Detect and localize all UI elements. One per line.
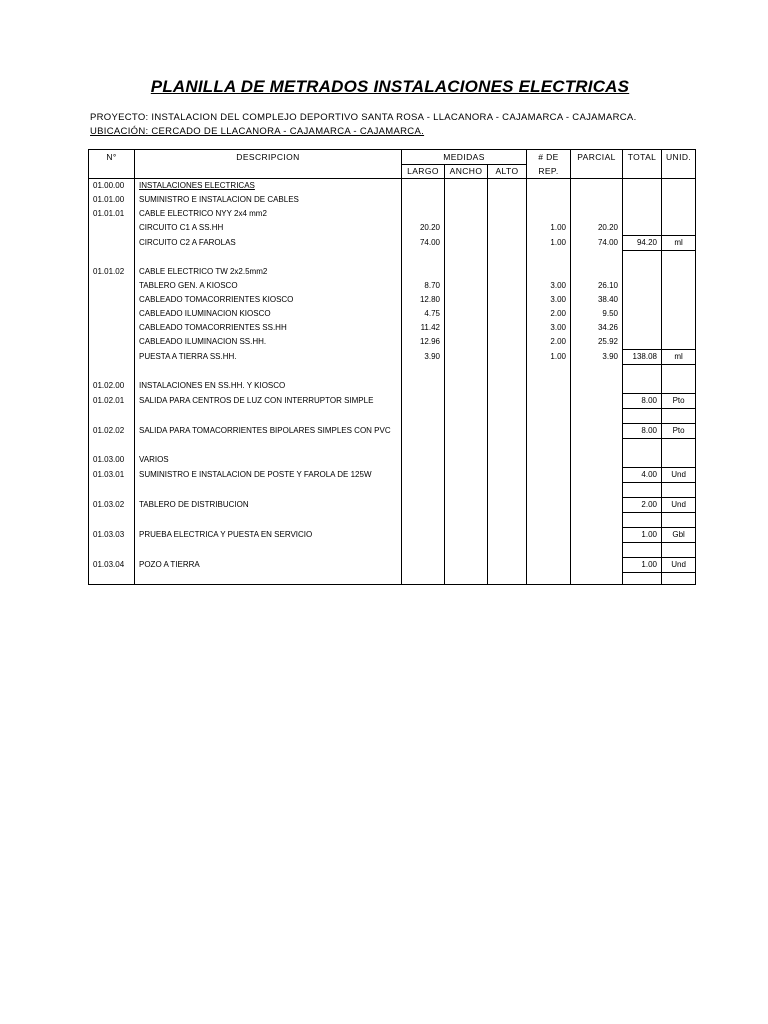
cell-ancho — [445, 498, 488, 513]
cell-largo: 12.80 — [402, 293, 445, 307]
cell-rep: 1.00 — [527, 221, 571, 236]
cell-total: 4.00 — [623, 468, 662, 483]
cell-unid: Pto — [662, 424, 696, 439]
cell-descripcion — [135, 483, 402, 498]
table-row — [89, 307, 696, 321]
cell-unid-empty — [662, 573, 696, 585]
cell-ancho — [445, 379, 488, 394]
cell-unid — [662, 379, 696, 394]
cell-descripcion: TABLERO GEN. A KIOSCO — [135, 279, 402, 293]
cell-parcial — [571, 453, 623, 468]
cell-total: 1.00 — [623, 528, 662, 543]
project-line: PROYECTO: INSTALACION DEL COMPLEJO DEPORTIVO SANTA ROSA - LLACANORA - CAJAMARCA - CAJAMARCA. — [90, 112, 637, 123]
cell-ancho — [445, 221, 488, 236]
cell-parcial: 20.20 — [571, 221, 623, 236]
cell-parcial — [571, 379, 623, 394]
cell-total — [623, 513, 662, 528]
cell-rep: 3.00 — [527, 293, 571, 307]
cell-largo — [402, 379, 445, 394]
cell-ancho-empty — [445, 573, 488, 585]
table-row — [89, 483, 696, 498]
cell-rep: 3.00 — [527, 279, 571, 293]
cell-alto — [488, 379, 527, 394]
cell-total — [623, 207, 662, 221]
cell-descripcion: CABLEADO ILUMINACION KIOSCO — [135, 307, 402, 321]
cell-parcial — [571, 179, 623, 194]
cell-largo — [402, 558, 445, 573]
cell-descripcion: CABLE ELECTRICO TW 2x2.5mm2 — [135, 265, 402, 279]
cell-alto — [488, 365, 527, 380]
table-row — [89, 453, 696, 468]
cell-ancho — [445, 483, 488, 498]
cell-rep — [527, 265, 571, 279]
cell-parcial — [571, 193, 623, 207]
cell-n — [89, 513, 135, 528]
cell-alto — [488, 307, 527, 321]
table-row — [89, 207, 696, 221]
cell-n — [89, 365, 135, 380]
cell-descripcion: TABLERO DE DISTRIBUCION — [135, 498, 402, 513]
cell-ancho — [445, 394, 488, 409]
cell-parcial — [571, 483, 623, 498]
cell-n: 01.03.02 — [89, 498, 135, 513]
cell-parcial — [571, 468, 623, 483]
cell-rep — [527, 453, 571, 468]
cell-total — [623, 365, 662, 380]
cell-descripcion: CABLE ELECTRICO NYY 2x4 mm2 — [135, 207, 402, 221]
cell-n — [89, 321, 135, 335]
cell-parcial: 26.10 — [571, 279, 623, 293]
cell-alto — [488, 251, 527, 266]
cell-largo: 4.75 — [402, 307, 445, 321]
cell-largo: 74.00 — [402, 236, 445, 251]
cell-rep — [527, 193, 571, 207]
table-row — [89, 513, 696, 528]
cell-alto — [488, 483, 527, 498]
cell-n: 01.03.03 — [89, 528, 135, 543]
cell-unid — [662, 265, 696, 279]
cell-descripcion: SALIDA PARA CENTROS DE LUZ CON INTERRUPTOR SIMPLE — [135, 394, 402, 409]
cell-largo — [402, 179, 445, 194]
table-row — [89, 321, 696, 335]
cell-rep — [527, 251, 571, 266]
cell-descripcion: CIRCUITO C1 A SS.HH — [135, 221, 402, 236]
cell-total — [623, 335, 662, 350]
cell-total — [623, 193, 662, 207]
cell-alto — [488, 513, 527, 528]
cell-n: 01.02.00 — [89, 379, 135, 394]
cell-ancho — [445, 543, 488, 558]
header-n: N° — [89, 150, 135, 179]
cell-n — [89, 293, 135, 307]
cell-ancho — [445, 409, 488, 424]
cell-alto — [488, 424, 527, 439]
cell-n: 01.01.01 — [89, 207, 135, 221]
table-row — [89, 439, 696, 454]
cell-parcial — [571, 424, 623, 439]
cell-total — [623, 307, 662, 321]
table-row — [89, 379, 696, 394]
cell-largo — [402, 251, 445, 266]
cell-unid — [662, 409, 696, 424]
cell-rep — [527, 468, 571, 483]
cell-rep — [527, 498, 571, 513]
table-row — [89, 543, 696, 558]
cell-parcial: 3.90 — [571, 350, 623, 365]
table-row — [89, 394, 696, 409]
cell-rep: 1.00 — [527, 350, 571, 365]
cell-descripcion — [135, 439, 402, 454]
cell-alto — [488, 179, 527, 194]
header-parcial: PARCIAL — [571, 150, 623, 179]
cell-n — [89, 251, 135, 266]
cell-rep: 2.00 — [527, 335, 571, 350]
cell-n: 01.01.00 — [89, 193, 135, 207]
cell-total — [623, 453, 662, 468]
cell-descripcion: VARIOS — [135, 453, 402, 468]
table-closing-row — [89, 573, 696, 585]
cell-unid — [662, 543, 696, 558]
cell-alto — [488, 409, 527, 424]
cell-parcial — [571, 394, 623, 409]
cell-n — [89, 221, 135, 236]
header-ancho: ANCHO — [445, 165, 488, 179]
header-total: TOTAL — [623, 150, 662, 179]
cell-rep — [527, 543, 571, 558]
cell-alto-empty — [488, 573, 527, 585]
table-row — [89, 265, 696, 279]
cell-rep — [527, 379, 571, 394]
cell-ancho — [445, 293, 488, 307]
cell-total — [623, 321, 662, 335]
cell-total: 2.00 — [623, 498, 662, 513]
cell-descripcion: POZO A TIERRA — [135, 558, 402, 573]
cell-unid: Und — [662, 558, 696, 573]
cell-total — [623, 221, 662, 236]
table-row — [89, 498, 696, 513]
cell-largo-empty — [402, 573, 445, 585]
cell-alto — [488, 394, 527, 409]
cell-unid — [662, 207, 696, 221]
cell-unid — [662, 439, 696, 454]
table-row — [89, 179, 696, 194]
cell-ancho — [445, 179, 488, 194]
cell-unid: ml — [662, 350, 696, 365]
cell-largo — [402, 498, 445, 513]
table-header-row — [89, 150, 696, 165]
cell-largo — [402, 409, 445, 424]
cell-n: 01.00.00 — [89, 179, 135, 194]
cell-total: 8.00 — [623, 394, 662, 409]
cell-ancho — [445, 468, 488, 483]
cell-n — [89, 543, 135, 558]
cell-unid — [662, 365, 696, 380]
cell-alto — [488, 350, 527, 365]
cell-rep: 3.00 — [527, 321, 571, 335]
cell-parcial — [571, 265, 623, 279]
cell-rep — [527, 394, 571, 409]
cell-largo — [402, 483, 445, 498]
cell-ancho — [445, 321, 488, 335]
cell-unid — [662, 335, 696, 350]
cell-alto — [488, 279, 527, 293]
cell-ancho — [445, 236, 488, 251]
header-rep: REP. — [527, 165, 571, 179]
cell-unid: Und — [662, 468, 696, 483]
table-row — [89, 424, 696, 439]
cell-n: 01.03.01 — [89, 468, 135, 483]
location-line: UBICACIÓN: CERCADO DE LLACANORA - CAJAMARCA - CAJAMARCA. — [90, 126, 425, 137]
cell-descripcion — [135, 409, 402, 424]
cell-n — [89, 335, 135, 350]
cell-n-empty — [89, 573, 135, 585]
cell-rep — [527, 483, 571, 498]
cell-ancho — [445, 265, 488, 279]
cell-parcial: 25.92 — [571, 335, 623, 350]
cell-n: 01.02.02 — [89, 424, 135, 439]
cell-rep — [527, 365, 571, 380]
cell-unid — [662, 193, 696, 207]
cell-alto — [488, 207, 527, 221]
cell-total — [623, 483, 662, 498]
cell-total — [623, 439, 662, 454]
cell-total: 8.00 — [623, 424, 662, 439]
cell-unid — [662, 483, 696, 498]
cell-alto — [488, 221, 527, 236]
cell-descripcion — [135, 365, 402, 380]
cell-descripcion: SUMINISTRO E INSTALACION DE CABLES — [135, 193, 402, 207]
header-unid: UNID. — [662, 150, 696, 179]
cell-unid — [662, 513, 696, 528]
cell-unid — [662, 251, 696, 266]
cell-largo — [402, 394, 445, 409]
cell-n — [89, 350, 135, 365]
cell-ancho — [445, 350, 488, 365]
cell-total-empty — [623, 573, 662, 585]
cell-ancho — [445, 193, 488, 207]
cell-rep — [527, 179, 571, 194]
header-alto: ALTO — [488, 165, 527, 179]
cell-parcial: 9.50 — [571, 307, 623, 321]
cell-alto — [488, 321, 527, 335]
cell-largo — [402, 265, 445, 279]
cell-n — [89, 236, 135, 251]
cell-n — [89, 409, 135, 424]
cell-parcial — [571, 409, 623, 424]
cell-total — [623, 251, 662, 266]
cell-descripcion: SALIDA PARA TOMACORRIENTES BIPOLARES SIMPLES CON PVC — [135, 424, 402, 439]
cell-total: 1.00 — [623, 558, 662, 573]
cell-n — [89, 439, 135, 454]
cell-alto — [488, 293, 527, 307]
cell-largo: 8.70 — [402, 279, 445, 293]
cell-alto — [488, 543, 527, 558]
cell-unid: Gbl — [662, 528, 696, 543]
cell-rep: 1.00 — [527, 236, 571, 251]
cell-n: 01.02.01 — [89, 394, 135, 409]
cell-parcial — [571, 498, 623, 513]
cell-ancho — [445, 528, 488, 543]
cell-rep-empty — [527, 573, 571, 585]
cell-total: 138.08 — [623, 350, 662, 365]
table-row — [89, 193, 696, 207]
cell-ancho — [445, 424, 488, 439]
cell-alto — [488, 498, 527, 513]
cell-descripcion: INSTALACIONES ELECTRICAS — [135, 179, 402, 194]
cell-unid — [662, 221, 696, 236]
cell-ancho — [445, 251, 488, 266]
table-row — [89, 528, 696, 543]
cell-ancho — [445, 365, 488, 380]
cell-total — [623, 265, 662, 279]
cell-alto — [488, 439, 527, 454]
cell-largo — [402, 439, 445, 454]
cell-largo: 20.20 — [402, 221, 445, 236]
page-title: PLANILLA DE METRADOS INSTALACIONES ELECTRICAS — [150, 77, 630, 96]
table-row — [89, 409, 696, 424]
cell-alto — [488, 453, 527, 468]
cell-parcial — [571, 365, 623, 380]
cell-unid — [662, 453, 696, 468]
cell-descripcion: SUMINISTRO E INSTALACION DE POSTE Y FAROLA DE 125W — [135, 468, 402, 483]
cell-n — [89, 307, 135, 321]
cell-n: 01.03.04 — [89, 558, 135, 573]
cell-ancho — [445, 307, 488, 321]
cell-total — [623, 293, 662, 307]
cell-largo — [402, 513, 445, 528]
cell-descripcion: CABLEADO TOMACORRIENTES KIOSCO — [135, 293, 402, 307]
cell-total — [623, 409, 662, 424]
cell-total — [623, 179, 662, 194]
table-row — [89, 279, 696, 293]
cell-alto — [488, 265, 527, 279]
cell-rep — [527, 409, 571, 424]
cell-ancho — [445, 558, 488, 573]
cell-unid — [662, 307, 696, 321]
cell-total: 94.20 — [623, 236, 662, 251]
cell-descripcion: PUESTA A TIERRA SS.HH. — [135, 350, 402, 365]
cell-alto — [488, 335, 527, 350]
cell-largo — [402, 193, 445, 207]
cell-descripcion-empty — [135, 573, 402, 585]
cell-largo — [402, 468, 445, 483]
cell-descripcion: CIRCUITO C2 A FAROLAS — [135, 236, 402, 251]
header-nde: # DE — [527, 150, 571, 165]
cell-rep — [527, 439, 571, 454]
cell-ancho — [445, 335, 488, 350]
table-row — [89, 221, 696, 236]
cell-parcial — [571, 513, 623, 528]
cell-parcial — [571, 207, 623, 221]
cell-unid — [662, 293, 696, 307]
cell-parcial: 74.00 — [571, 236, 623, 251]
cell-ancho — [445, 279, 488, 293]
header-medidas: MEDIDAS — [402, 150, 527, 165]
cell-rep — [527, 528, 571, 543]
cell-parcial — [571, 543, 623, 558]
cell-descripcion — [135, 251, 402, 266]
cell-largo — [402, 453, 445, 468]
table-row — [89, 293, 696, 307]
cell-unid: ml — [662, 236, 696, 251]
cell-largo — [402, 365, 445, 380]
table-row — [89, 468, 696, 483]
table-row — [89, 236, 696, 251]
cell-ancho — [445, 207, 488, 221]
table-row — [89, 365, 696, 380]
cell-alto — [488, 468, 527, 483]
cell-unid: Pto — [662, 394, 696, 409]
table-body — [89, 179, 696, 585]
cell-parcial — [571, 439, 623, 454]
cell-ancho — [445, 439, 488, 454]
cell-parcial — [571, 558, 623, 573]
cell-unid — [662, 179, 696, 194]
cell-largo: 12.96 — [402, 335, 445, 350]
metrados-table — [88, 149, 696, 585]
cell-parcial — [571, 528, 623, 543]
cell-rep — [527, 513, 571, 528]
cell-rep — [527, 558, 571, 573]
cell-largo: 11.42 — [402, 321, 445, 335]
table-row — [89, 251, 696, 266]
cell-alto — [488, 236, 527, 251]
cell-n: 01.01.02 — [89, 265, 135, 279]
cell-alto — [488, 193, 527, 207]
header-largo: LARGO — [402, 165, 445, 179]
cell-largo — [402, 424, 445, 439]
cell-descripcion: CABLEADO ILUMINACION SS.HH. — [135, 335, 402, 350]
cell-parcial-empty — [571, 573, 623, 585]
cell-alto — [488, 528, 527, 543]
cell-n — [89, 279, 135, 293]
cell-n: 01.03.00 — [89, 453, 135, 468]
cell-n — [89, 483, 135, 498]
cell-unid: Und — [662, 498, 696, 513]
cell-descripcion: INSTALACIONES EN SS.HH. Y KIOSCO — [135, 379, 402, 394]
cell-descripcion: PRUEBA ELECTRICA Y PUESTA EN SERVICIO — [135, 528, 402, 543]
cell-parcial: 38.40 — [571, 293, 623, 307]
table-row — [89, 558, 696, 573]
header-descripcion: DESCRIPCION — [135, 150, 402, 179]
cell-total — [623, 279, 662, 293]
cell-largo — [402, 207, 445, 221]
cell-parcial: 34.26 — [571, 321, 623, 335]
table-row — [89, 335, 696, 350]
cell-descripcion — [135, 513, 402, 528]
table-row — [89, 350, 696, 365]
cell-ancho — [445, 453, 488, 468]
cell-rep — [527, 424, 571, 439]
cell-largo — [402, 528, 445, 543]
cell-largo: 3.90 — [402, 350, 445, 365]
cell-descripcion: CABLEADO TOMACORRIENTES SS.HH — [135, 321, 402, 335]
cell-unid — [662, 321, 696, 335]
cell-rep: 2.00 — [527, 307, 571, 321]
cell-unid — [662, 279, 696, 293]
cell-total — [623, 543, 662, 558]
cell-largo — [402, 543, 445, 558]
cell-alto — [488, 558, 527, 573]
cell-ancho — [445, 513, 488, 528]
cell-total — [623, 379, 662, 394]
cell-rep — [527, 207, 571, 221]
cell-parcial — [571, 251, 623, 266]
cell-descripcion — [135, 543, 402, 558]
